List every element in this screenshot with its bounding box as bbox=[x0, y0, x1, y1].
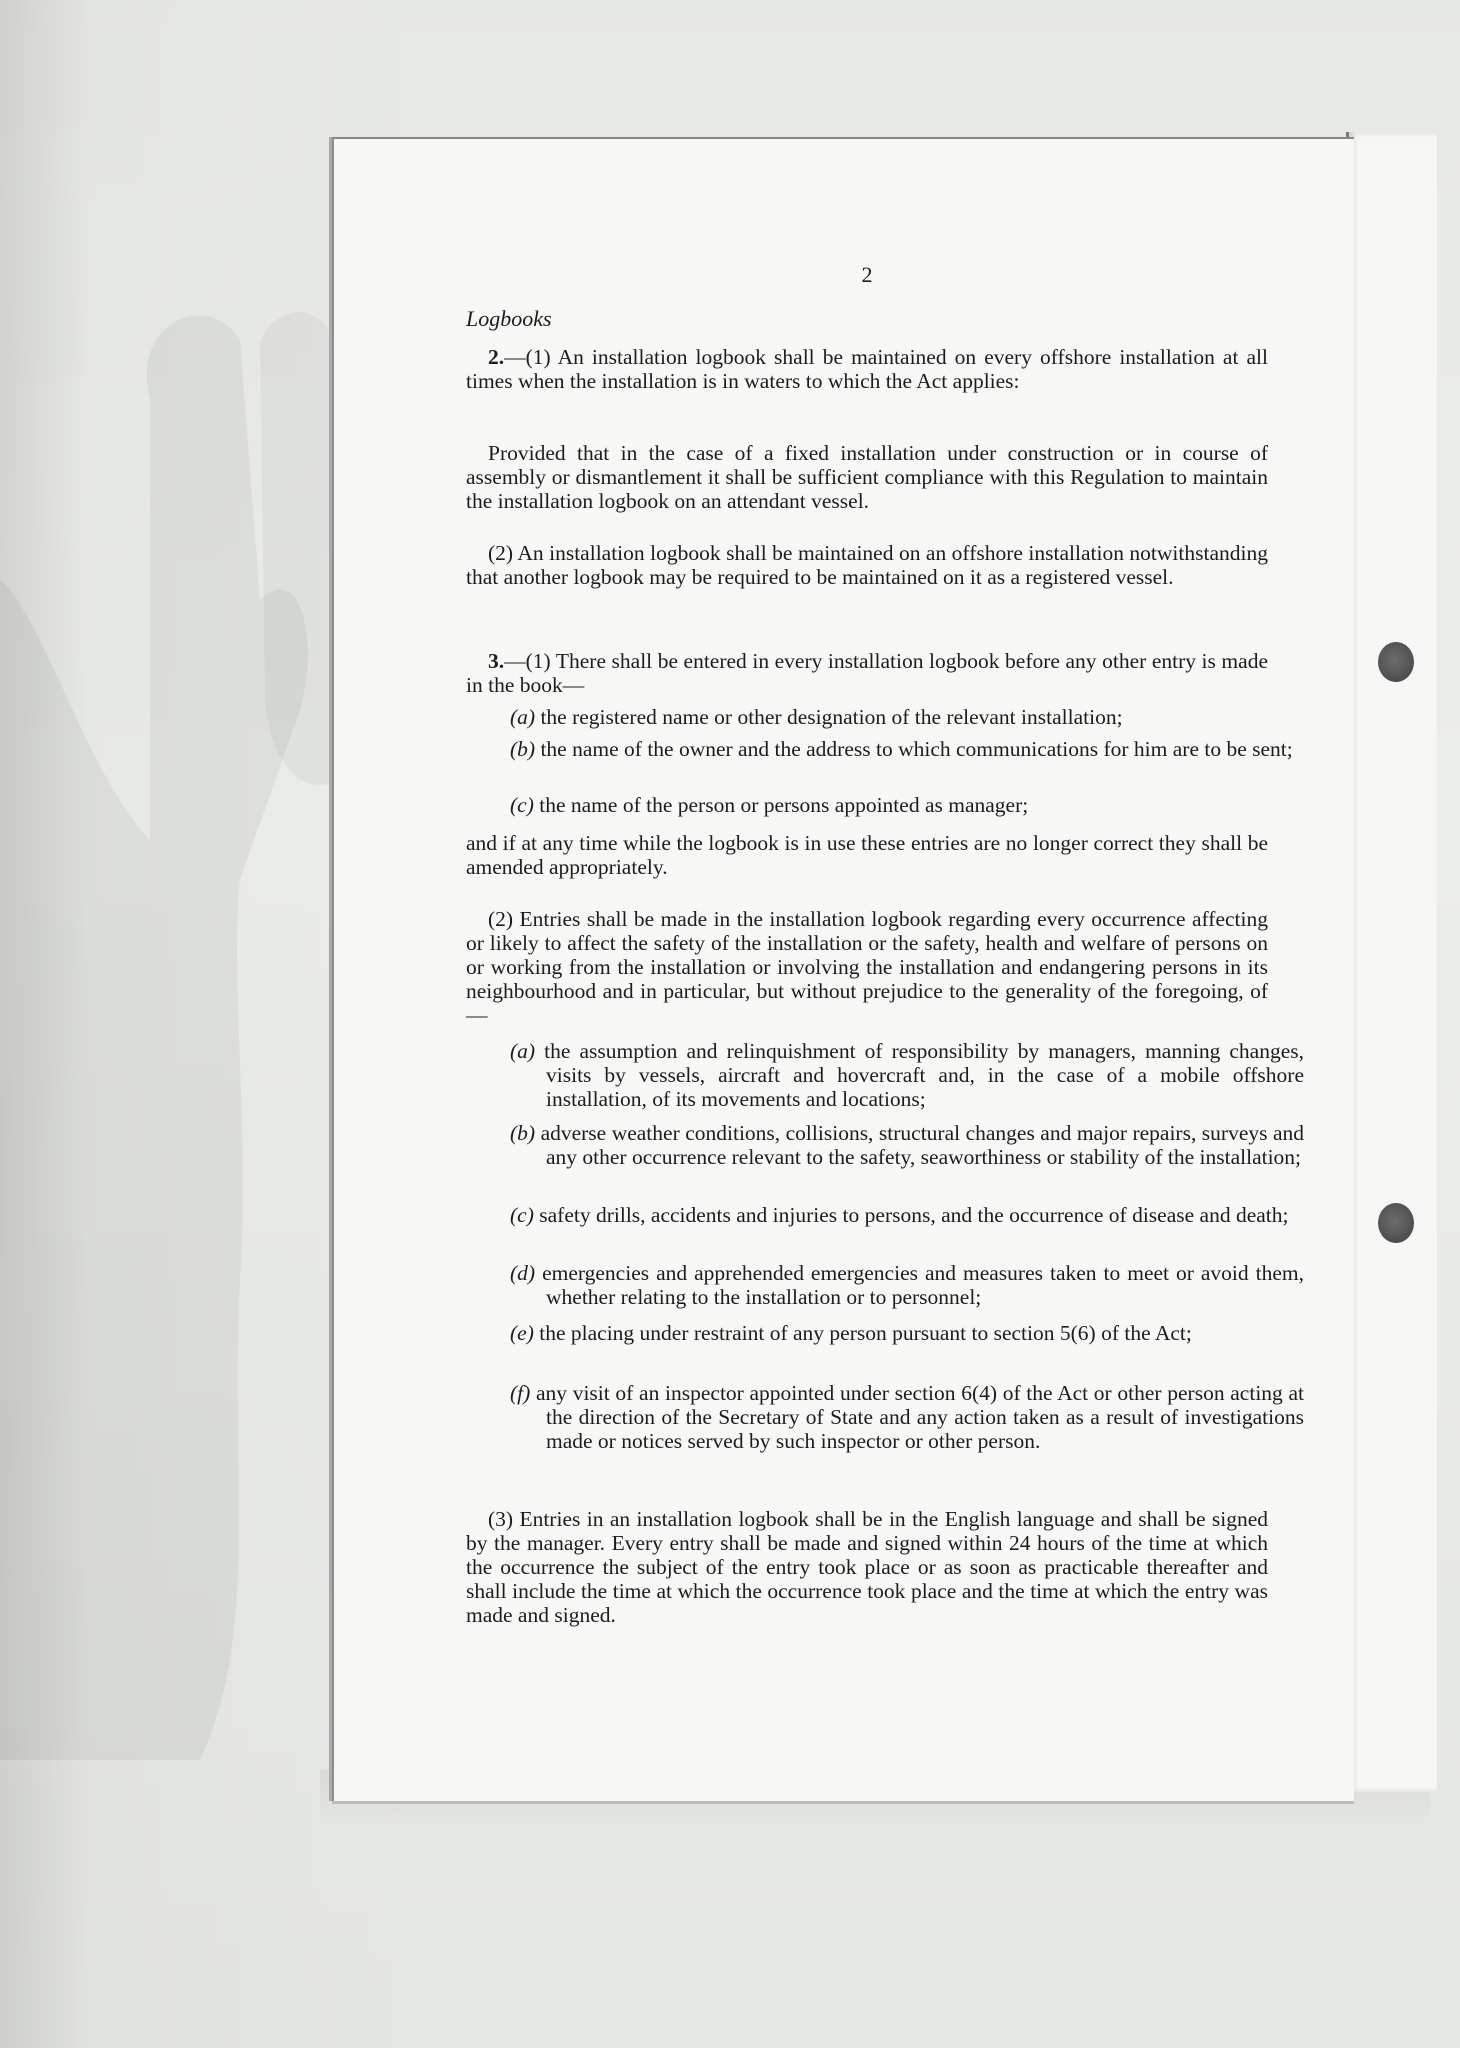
regulation-3-paragraph-1-closing: and if at any time while the logbook is in use these entries are no longer correct they shall be amended appropriately. bbox=[466, 831, 1268, 879]
list-item bbox=[510, 1203, 1304, 1227]
list-item bbox=[510, 793, 1304, 817]
item-text: the placing under restraint of any person pursuant to section 5(6) of the Act; bbox=[539, 1321, 1192, 1345]
regulation-number: 2. bbox=[488, 345, 505, 369]
item-text: any visit of an inspector appointed under section 6(4) of the Act or other person acting at the direction of the Secretary of State and any action taken as a result of investigations made or notices served by such inspector or other person. bbox=[535, 1381, 1304, 1453]
list-item bbox=[510, 1261, 1304, 1309]
document-page bbox=[332, 137, 1354, 1801]
item-label: (e) bbox=[510, 1321, 534, 1345]
item-label: (f) bbox=[510, 1381, 531, 1405]
item-label: (b) bbox=[510, 1121, 536, 1145]
regulation-number: 3. bbox=[488, 649, 505, 673]
item-text: adverse weather conditions, collisions, structural changes and major repairs, surveys and any other occurrence relevant to the safety, seaworthiness or stability of the installation; bbox=[540, 1121, 1305, 1169]
list-item bbox=[510, 1381, 1304, 1453]
hand-shadow bbox=[0, 280, 360, 1760]
item-text: the name of the person or persons appointed as manager; bbox=[539, 793, 1029, 817]
list-item bbox=[510, 737, 1304, 761]
regulation-2-proviso: Provided that in the case of a fixed installation under construction or in course of assembly or dismantlement it shall be sufficient compliance with this Regulation to maintain the installation logbook on an attendant vessel. bbox=[466, 441, 1268, 513]
punch-hole bbox=[1378, 642, 1414, 682]
list-item bbox=[510, 1121, 1304, 1169]
regulation-3-paragraph-3: (3) Entries in an installation logbook shall be in the English language and shall be signed by the manager. Every entry shall be made and signed within 24 hours of the time at which the occurrence the subject of the entry took place or as soon as practicable thereafter and shall include the time at which the occurrence took place and the time at which the entry was made and signed. bbox=[466, 1507, 1268, 1627]
punch-hole bbox=[1378, 1203, 1414, 1243]
item-label: (c) bbox=[510, 793, 534, 817]
item-label: (c) bbox=[510, 1203, 534, 1227]
paragraph-text: —(1) An installation logbook shall be maintained on every offshore installation at all times when the installation is in waters to which the Act applies: bbox=[466, 345, 1268, 393]
regulation-2-paragraph-1 bbox=[466, 345, 1268, 393]
page-number: 2 bbox=[861, 262, 873, 287]
list-item bbox=[510, 1321, 1304, 1345]
list-item bbox=[510, 705, 1304, 729]
item-label: (a) bbox=[510, 705, 536, 729]
adjacent-page-edge bbox=[1346, 132, 1437, 1792]
item-label: (d) bbox=[510, 1261, 536, 1285]
regulation-3-paragraph-1 bbox=[466, 649, 1268, 697]
list-item bbox=[510, 1039, 1304, 1111]
item-text: the registered name or other designation of the relevant installation; bbox=[540, 705, 1123, 729]
item-text: emergencies and apprehended emergencies and measures taken to meet or avoid them, whether relating to the installation or to personnel; bbox=[542, 1261, 1304, 1309]
item-text: safety drills, accidents and injuries to persons, and the occurrence of disease and death; bbox=[539, 1203, 1289, 1227]
paragraph-text: —(1) There shall be entered in every installation logbook before any other entry is made in the book— bbox=[466, 649, 1268, 697]
regulation-2-paragraph-2: (2) An installation logbook shall be maintained on an offshore installation notwithstanding that another logbook may be required to be maintained on it as a registered vessel. bbox=[466, 541, 1268, 589]
item-label: (b) bbox=[510, 737, 536, 761]
item-label: (a) bbox=[510, 1039, 536, 1063]
item-text: the name of the owner and the address to which communications for him are to be sent; bbox=[540, 737, 1293, 761]
regulation-3-paragraph-2: (2) Entries shall be made in the installation logbook regarding every occurrence affecting or likely to affect the safety of the installation or the safety, health and welfare of persons on or working from the installation or involving the installation and endangering persons in its neighbourhood and in particular, but without prejudice to the generality of the foregoing, of— bbox=[466, 907, 1268, 1027]
item-text: the assumption and relinquishment of responsibility by managers, manning changes, visits by vessels, aircraft and hovercraft and, in the case of a mobile offshore installation, of its movements and locations; bbox=[544, 1039, 1304, 1111]
section-heading: Logbooks bbox=[466, 306, 552, 331]
